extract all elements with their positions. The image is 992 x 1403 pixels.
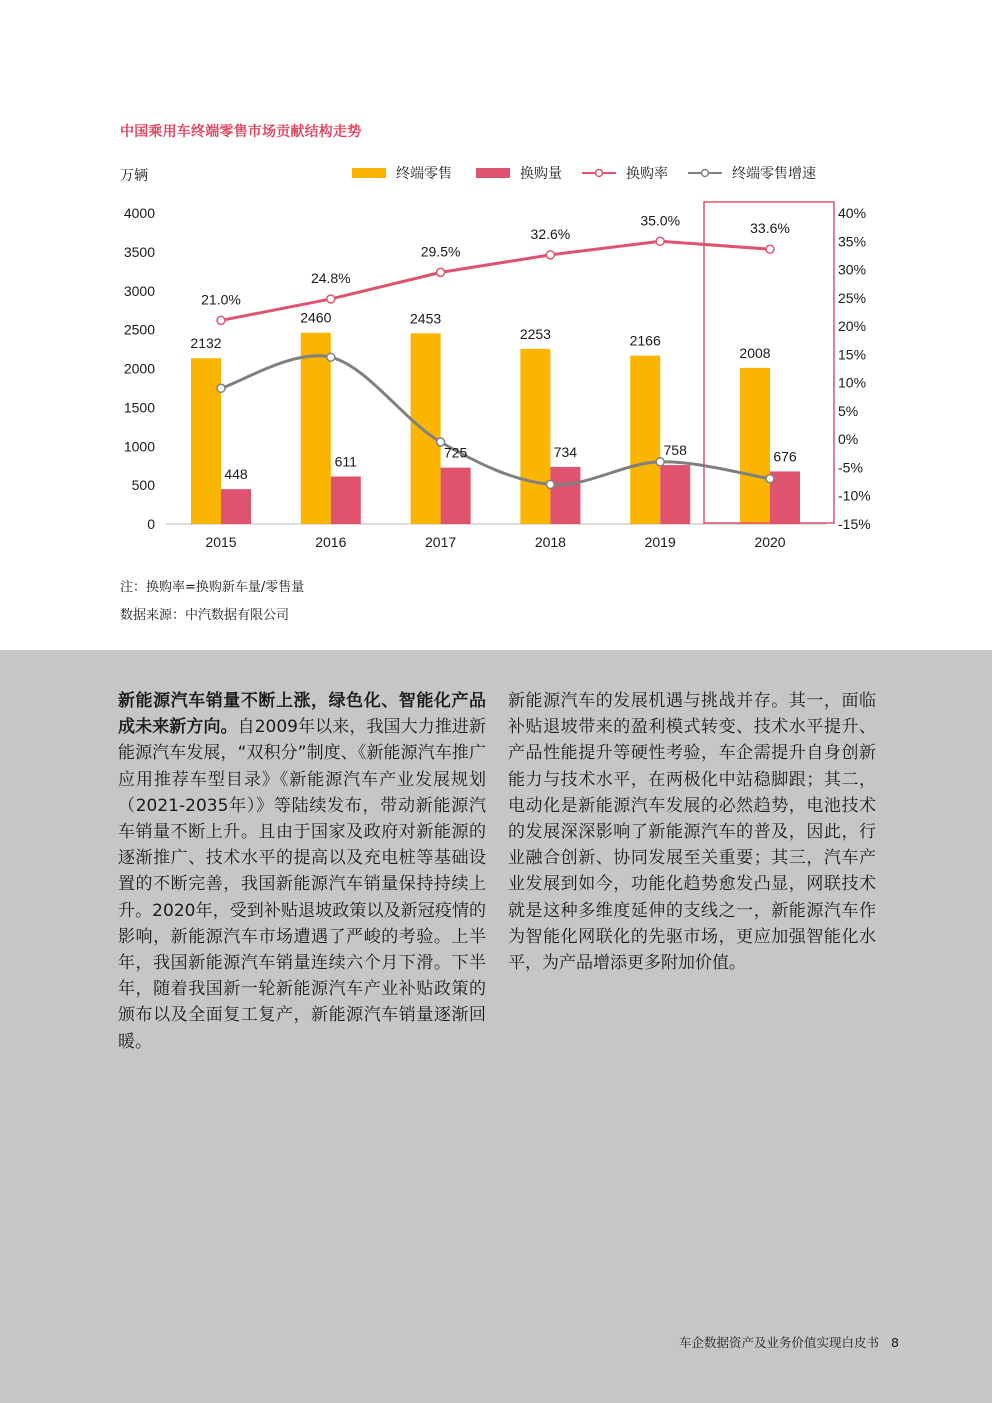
bar-replacement xyxy=(660,465,690,524)
y-right-tick-label: 35% xyxy=(838,233,867,250)
bar-value-label: 758 xyxy=(663,442,687,459)
rate-label: 24.8% xyxy=(310,269,351,286)
x-tick-label: 2016 xyxy=(315,534,347,550)
x-tick-label: 2020 xyxy=(754,534,786,550)
y-left-tick-label: 4000 xyxy=(123,205,155,221)
bar-value-label: 734 xyxy=(553,443,578,460)
body-column-right xyxy=(508,688,876,976)
y-right-tick-label: 10% xyxy=(838,374,867,391)
legend-swatch xyxy=(476,168,510,178)
growth-point xyxy=(437,438,445,446)
chart-title: 中国乘用车终端零售市场贡献结构走势 xyxy=(120,124,362,140)
y-right-tick-label: -10% xyxy=(838,487,871,504)
y-right-tick-label: 0% xyxy=(838,431,859,448)
bar-replacement xyxy=(221,489,251,524)
chart xyxy=(0,150,992,570)
x-tick-label: 2015 xyxy=(205,534,237,550)
bar-replacement xyxy=(441,468,471,524)
x-tick-label: 2019 xyxy=(644,534,676,550)
rate-point xyxy=(327,295,335,303)
chart-section xyxy=(0,0,992,650)
rate-label: 35.0% xyxy=(640,212,681,229)
bar-retail xyxy=(301,333,331,524)
bar-value-label: 2132 xyxy=(190,335,222,352)
bar-replacement xyxy=(331,476,361,524)
y-right-tick-label: 25% xyxy=(838,289,867,306)
rate-label: 32.6% xyxy=(530,225,571,242)
growth-point xyxy=(656,458,664,466)
bar-value-label: 725 xyxy=(443,444,468,461)
rate-point xyxy=(766,245,774,253)
y-right-tick-label: 40% xyxy=(838,205,867,221)
y-left-tick-label: 1500 xyxy=(123,399,155,416)
x-tick-label: 2018 xyxy=(534,534,566,550)
body-lead: 新能源汽车销量不断上涨，绿色化、智能化产品成未来新方向。 xyxy=(118,691,486,738)
legend-label: 终端零售 xyxy=(396,165,452,181)
body-column-left xyxy=(118,688,486,1055)
rate-point xyxy=(656,237,664,245)
legend-label: 换购率 xyxy=(626,165,668,181)
bar-value-label: 2460 xyxy=(300,309,332,326)
y-left-tick-label: 1000 xyxy=(123,438,155,455)
body-right-text: 新能源汽车的发展机遇与挑战并存。其一，面临补贴退坡带来的盈利模式转变、技术水平提升、产品性能提升等硬性考验，车企需提升自身创新能力与技术水平，在两极化中站稳脚跟；其二，电动化是新能源汽车发展的必然趋势，电池技术的发展深深影响了新能源汽车的普及，因此，行业融合创新、协同发展至关重要；其三，汽车产业发展到如今，功能化趋势愈发凸显，网联技术就是这种多维度延伸的支线之一，新能源汽车作为智能化网联化的先驱市场，更应加强智能化水平，为产品增添更多附加价值。 xyxy=(508,691,876,974)
bar-replacement xyxy=(550,467,580,524)
rate-point xyxy=(437,268,445,276)
chart-note-source: 数据来源：中汽数据有限公司 xyxy=(120,608,290,623)
y-left-tick-label: 2500 xyxy=(123,321,155,338)
bar-retail xyxy=(630,356,660,524)
legend-label: 终端零售增速 xyxy=(732,165,816,181)
body-left-text: 自2009年以来，我国大力推进新能源汽车发展，“双积分”制度、《新能源汽车推广应用推荐车型目录》《新能源汽车产业发展规划（2021-2035年）》等陆续发布，带动新能源汽车销量不断上升。且由于国家及政府对新能源的逐渐推广、技术水平的提高以及充电桩等基础设置的不断完善，我国新能源汽车销量保持持续上升。2020年，受到补贴退坡政策以及新冠疫情的影响，新能源汽车市场遭遇了严峻的考验。上半年，我国新能源汽车销量连续六个月下滑。下半年，随着我国新一轮新能源汽车产业补贴政策的颁布以及全面复工复产，新能源汽车销量逐渐回暖。 xyxy=(118,717,486,1052)
chart-note-formula: 注：换购率=换购新车量/零售量 xyxy=(120,580,305,595)
y-right-tick-label: 30% xyxy=(838,261,867,278)
bar-value-label: 2453 xyxy=(410,310,442,327)
legend-label: 换购量 xyxy=(520,165,562,181)
y-right-tick-label: 20% xyxy=(838,318,867,335)
rate-point xyxy=(217,316,225,324)
y-left-tick-label: 0 xyxy=(147,516,155,532)
bar-retail xyxy=(740,368,770,524)
bar-value-label: 448 xyxy=(224,466,248,483)
y-right-tick-label: 5% xyxy=(838,402,859,419)
legend-swatch xyxy=(352,168,386,178)
x-tick-label: 2017 xyxy=(425,534,457,550)
y-right-tick-label: -5% xyxy=(838,459,863,476)
bar-value-label: 2008 xyxy=(739,344,771,361)
bar-value-label: 2253 xyxy=(519,325,551,342)
growth-point xyxy=(217,384,225,392)
bar-value-label: 611 xyxy=(334,453,357,470)
rate-label: 29.5% xyxy=(420,243,461,260)
y-axis-unit-label: 万辆 xyxy=(120,167,148,183)
growth-point xyxy=(546,480,554,488)
bar-value-label: 2166 xyxy=(629,332,661,349)
page-number: 8 xyxy=(891,1335,899,1350)
y-left-tick-label: 2000 xyxy=(123,360,155,377)
line-replacement-rate xyxy=(221,241,770,320)
y-left-tick-label: 3000 xyxy=(123,282,155,299)
y-left-tick-label: 3500 xyxy=(123,243,155,260)
growth-point xyxy=(766,475,774,483)
bar-retail xyxy=(191,358,221,524)
bar-value-label: 676 xyxy=(773,448,797,465)
rate-label: 33.6% xyxy=(750,220,790,237)
legend-marker xyxy=(702,170,709,177)
y-left-tick-label: 500 xyxy=(131,477,155,494)
rate-label: 21.0% xyxy=(201,291,241,308)
bar-retail xyxy=(520,349,550,524)
bar-retail xyxy=(411,333,441,524)
rate-point xyxy=(546,251,554,259)
y-right-tick-label: -15% xyxy=(838,516,871,532)
growth-point xyxy=(327,353,335,361)
legend-marker xyxy=(596,170,603,177)
page-footer xyxy=(679,1333,899,1351)
footer-title: 车企数据资产及业务价值实现白皮书 xyxy=(679,1335,880,1350)
y-right-tick-label: 15% xyxy=(838,346,867,363)
